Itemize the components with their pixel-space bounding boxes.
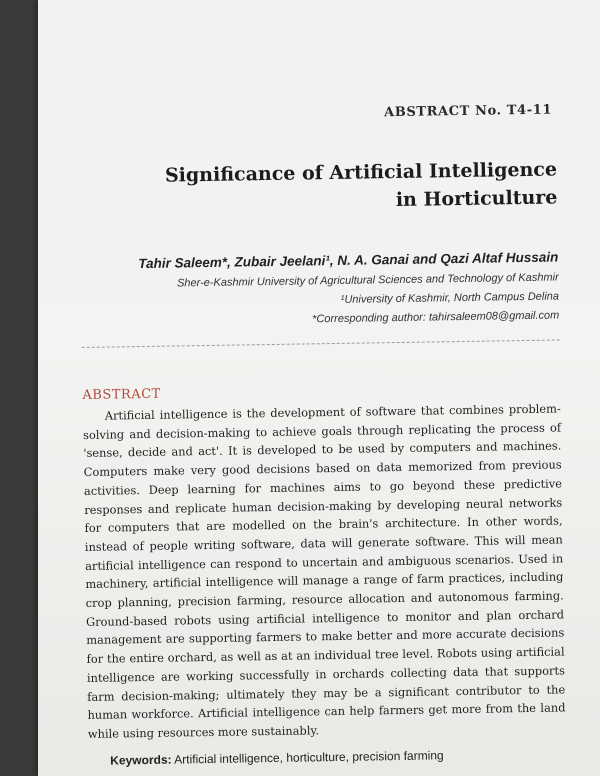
- keywords-line: [110, 746, 566, 767]
- separator-rule: [82, 339, 560, 348]
- title-line-2: in Horticulture: [395, 186, 558, 212]
- keywords-label: Keywords:: [110, 752, 172, 768]
- paper-title: [79, 155, 558, 219]
- affiliation-2: ¹University of Kashmir, North Campus Delina: [340, 290, 560, 306]
- keywords-value: Artificial intelligence, horticulture, precision farming: [174, 747, 444, 767]
- title-line-1: Significance of Artificial Intelligence: [164, 158, 558, 187]
- paper-sheet: [38, 0, 600, 776]
- abstract-body: Artificial intelligence is the development of software that combines problem-solving and decision-making to achieve goals through replicating the process of 'sense, decide and act'. It is developed to be used by computers and machines. Computers make very good decisions based on data memorized from previous activities. Deep learning for machines aims to go beyond these predictive responses and replicate human decision-making by developing neural networks for computers that are modelled on the brain's architecture. In other words, instead of people writing software, data will generate software. This will mean artificial intelligence can respond to uncertain and ambiguous scenarios. Used in machinery, artificial intelligence will manage a range of farm practices, including crop planning, precision farming, resource allocation and autonomous farming. Ground-based robots using artificial intelligence to monitor and plan orchard management are supporting farmers to make better and more accurate decisions for the entire orchard, as well as at an individual tree level. Robots using artificial intelligence are working successfully in orchards collecting data that supports farm decision-making; ultimately they may be a significant contributor to the human workforce. Artificial intelligence can help farmers get more from the land while using resources more sustainably.: [82, 401, 566, 741]
- affiliations: [81, 268, 560, 333]
- abstract-number: ABSTRACT No. T4-11: [383, 102, 553, 121]
- author-list: Tahir Saleem*, Zubair Jeelani¹, N. A. Ganai and Qazi Altaf Hussain: [138, 249, 559, 272]
- abstract-heading: ABSTRACT: [82, 386, 161, 403]
- corresponding-author: *Corresponding author: tahirsaleem08@gmail.com: [312, 309, 560, 326]
- affiliation-1: Sher-e-Kashmir University of Agricultural Sciences and Technology of Kashmir: [176, 271, 559, 290]
- abstract-page: [78, 102, 566, 767]
